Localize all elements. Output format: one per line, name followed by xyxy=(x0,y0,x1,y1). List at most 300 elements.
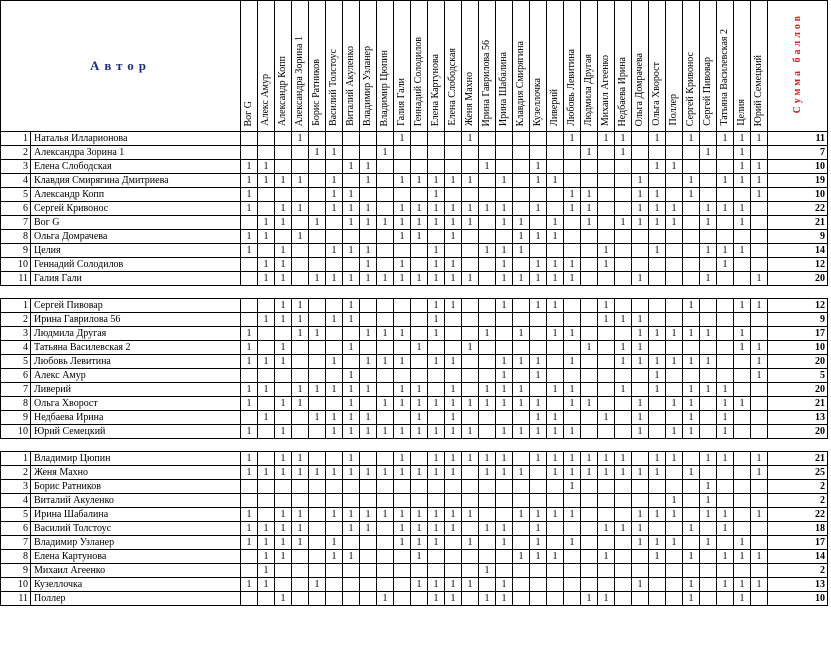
score-cell xyxy=(479,272,496,286)
score-cell xyxy=(241,494,258,508)
column-header xyxy=(632,1,649,132)
score-cell xyxy=(275,230,292,244)
score-cell xyxy=(292,578,309,592)
score-cell xyxy=(360,480,377,494)
score-cell xyxy=(411,299,428,313)
row-sum: 20 xyxy=(768,383,828,397)
score-cell: 1 xyxy=(428,272,445,286)
score-cell xyxy=(700,466,717,480)
table-row xyxy=(1,480,828,494)
score-cell xyxy=(479,578,496,592)
row-number: 3 xyxy=(1,327,31,341)
score-cell xyxy=(292,160,309,174)
score-cell xyxy=(258,341,275,355)
score-cell xyxy=(258,299,275,313)
header-row xyxy=(1,1,828,132)
score-cell xyxy=(598,216,615,230)
row-number: 1 xyxy=(1,299,31,313)
score-cell xyxy=(496,132,513,146)
column-header xyxy=(598,1,615,132)
score-cell xyxy=(598,578,615,592)
score-cell: 1 xyxy=(683,132,700,146)
score-cell xyxy=(598,230,615,244)
score-cell: 1 xyxy=(343,425,360,439)
score-cell xyxy=(615,369,632,383)
table-row xyxy=(1,494,828,508)
score-cell: 1 xyxy=(309,216,326,230)
author-name: Людмила Другая xyxy=(31,327,241,341)
score-cell xyxy=(734,230,751,244)
score-cell: 1 xyxy=(683,522,700,536)
score-cell xyxy=(360,397,377,411)
score-cell xyxy=(343,230,360,244)
score-cell xyxy=(326,564,343,578)
score-cell: 1 xyxy=(394,452,411,466)
row-sum: 25 xyxy=(768,466,828,480)
score-cell: 1 xyxy=(360,522,377,536)
score-cell xyxy=(700,132,717,146)
score-cell xyxy=(462,244,479,258)
score-cell: 1 xyxy=(530,230,547,244)
score-cell: 1 xyxy=(615,355,632,369)
author-name: Ирина Шабалина xyxy=(31,508,241,522)
score-cell xyxy=(632,369,649,383)
score-cell: 1 xyxy=(428,202,445,216)
score-cell xyxy=(360,452,377,466)
score-cell xyxy=(479,313,496,327)
score-cell: 1 xyxy=(326,383,343,397)
score-cell xyxy=(343,132,360,146)
row-number: 7 xyxy=(1,536,31,550)
column-header xyxy=(309,1,326,132)
score-cell xyxy=(462,466,479,480)
score-cell: 1 xyxy=(292,522,309,536)
row-number: 8 xyxy=(1,550,31,564)
score-cell xyxy=(479,550,496,564)
score-cell: 1 xyxy=(428,522,445,536)
score-cell: 1 xyxy=(445,466,462,480)
score-cell xyxy=(530,146,547,160)
author-name: Сергей Кривонос xyxy=(31,202,241,216)
score-cell: 1 xyxy=(547,258,564,272)
score-cell xyxy=(564,230,581,244)
score-cell: 1 xyxy=(496,452,513,466)
column-header xyxy=(275,1,292,132)
column-header xyxy=(445,1,462,132)
score-cell: 1 xyxy=(275,522,292,536)
score-cell xyxy=(598,146,615,160)
row-sum: 22 xyxy=(768,202,828,216)
score-cell: 1 xyxy=(445,397,462,411)
row-number: 10 xyxy=(1,578,31,592)
score-cell xyxy=(394,160,411,174)
score-cell xyxy=(581,244,598,258)
score-cell xyxy=(717,160,734,174)
score-cell: 1 xyxy=(683,578,700,592)
column-header-label: Целия xyxy=(736,99,747,126)
score-cell xyxy=(309,202,326,216)
score-cell: 1 xyxy=(428,313,445,327)
column-header xyxy=(411,1,428,132)
score-cell xyxy=(530,327,547,341)
score-cell: 1 xyxy=(377,146,394,160)
author-name: Недбаева Ирина xyxy=(31,411,241,425)
column-header-label: Клавдия Смирягина xyxy=(515,40,526,126)
row-number: 2 xyxy=(1,466,31,480)
score-cell xyxy=(360,369,377,383)
score-cell: 1 xyxy=(241,202,258,216)
score-cell xyxy=(275,480,292,494)
score-cell: 1 xyxy=(241,327,258,341)
score-cell: 1 xyxy=(683,550,700,564)
score-cell: 1 xyxy=(343,341,360,355)
score-cell xyxy=(666,230,683,244)
score-cell: 1 xyxy=(683,327,700,341)
score-cell: 1 xyxy=(530,202,547,216)
score-cell: 1 xyxy=(734,132,751,146)
score-cell xyxy=(360,592,377,606)
score-cell: 1 xyxy=(717,258,734,272)
score-cell: 1 xyxy=(258,216,275,230)
score-cell: 1 xyxy=(258,522,275,536)
score-cell xyxy=(275,132,292,146)
score-cell xyxy=(496,230,513,244)
score-cell xyxy=(581,258,598,272)
score-cell: 1 xyxy=(275,536,292,550)
score-cell xyxy=(751,146,768,160)
score-cell xyxy=(717,536,734,550)
score-cell: 1 xyxy=(241,522,258,536)
score-cell xyxy=(360,578,377,592)
score-cell xyxy=(479,411,496,425)
score-cell xyxy=(632,494,649,508)
score-cell: 1 xyxy=(513,327,530,341)
score-cell xyxy=(700,258,717,272)
score-cell xyxy=(360,146,377,160)
score-cell: 1 xyxy=(530,258,547,272)
score-cell xyxy=(360,188,377,202)
score-cell: 1 xyxy=(377,272,394,286)
score-cell xyxy=(241,480,258,494)
score-cell: 1 xyxy=(411,550,428,564)
score-cell xyxy=(275,369,292,383)
score-cell: 1 xyxy=(326,536,343,550)
score-cell: 1 xyxy=(479,383,496,397)
score-cell xyxy=(683,564,700,578)
score-cell xyxy=(479,299,496,313)
score-cell: 1 xyxy=(445,216,462,230)
score-cell xyxy=(683,494,700,508)
score-cell xyxy=(700,592,717,606)
score-cell: 1 xyxy=(649,369,666,383)
score-cell xyxy=(717,313,734,327)
score-cell: 1 xyxy=(683,425,700,439)
score-cell: 1 xyxy=(241,174,258,188)
score-cell xyxy=(530,216,547,230)
score-cell: 1 xyxy=(411,536,428,550)
score-cell xyxy=(615,258,632,272)
score-cell xyxy=(666,550,683,564)
score-cell xyxy=(292,244,309,258)
score-cell xyxy=(394,411,411,425)
score-cell xyxy=(377,411,394,425)
score-cell xyxy=(241,313,258,327)
score-cell: 1 xyxy=(717,174,734,188)
score-cell: 1 xyxy=(700,494,717,508)
score-cell xyxy=(700,188,717,202)
score-cell xyxy=(411,494,428,508)
score-cell xyxy=(309,132,326,146)
score-cell xyxy=(751,383,768,397)
score-cell: 1 xyxy=(428,174,445,188)
score-cell xyxy=(700,411,717,425)
score-cell xyxy=(683,202,700,216)
score-cell xyxy=(717,272,734,286)
score-cell xyxy=(632,564,649,578)
score-cell: 1 xyxy=(394,397,411,411)
score-cell: 1 xyxy=(598,411,615,425)
score-cell xyxy=(700,550,717,564)
score-cell: 1 xyxy=(547,272,564,286)
row-number: 6 xyxy=(1,522,31,536)
row-number: 4 xyxy=(1,174,31,188)
score-cell xyxy=(581,508,598,522)
score-cell xyxy=(496,494,513,508)
score-cell: 1 xyxy=(615,216,632,230)
score-cell xyxy=(258,202,275,216)
score-cell: 1 xyxy=(734,397,751,411)
score-cell xyxy=(598,160,615,174)
score-cell xyxy=(632,592,649,606)
score-cell: 1 xyxy=(275,452,292,466)
score-cell xyxy=(462,522,479,536)
score-cell xyxy=(377,202,394,216)
score-cell: 1 xyxy=(547,216,564,230)
score-cell: 1 xyxy=(411,578,428,592)
score-cell xyxy=(717,341,734,355)
score-cell: 1 xyxy=(292,174,309,188)
score-cell xyxy=(343,146,360,160)
score-cell xyxy=(241,411,258,425)
score-cell: 1 xyxy=(734,341,751,355)
score-cell: 1 xyxy=(547,550,564,564)
score-cell xyxy=(411,258,428,272)
score-cell xyxy=(428,132,445,146)
score-cell: 1 xyxy=(615,452,632,466)
score-cell: 1 xyxy=(428,327,445,341)
row-number: 3 xyxy=(1,160,31,174)
score-cell: 1 xyxy=(717,550,734,564)
score-cell xyxy=(411,327,428,341)
score-cell: 1 xyxy=(241,244,258,258)
score-cell xyxy=(377,522,394,536)
score-cell xyxy=(496,341,513,355)
score-cell: 1 xyxy=(462,425,479,439)
score-cell xyxy=(717,494,734,508)
score-cell: 1 xyxy=(445,299,462,313)
score-cell xyxy=(734,494,751,508)
score-cell xyxy=(598,174,615,188)
score-cell xyxy=(326,258,343,272)
score-cell: 1 xyxy=(258,174,275,188)
column-header-label: Людмила Другая xyxy=(583,53,594,126)
score-cell xyxy=(275,494,292,508)
score-cell: 1 xyxy=(241,341,258,355)
row-number: 1 xyxy=(1,452,31,466)
score-cell: 1 xyxy=(496,258,513,272)
score-cell xyxy=(513,202,530,216)
score-cell: 1 xyxy=(751,355,768,369)
score-cell: 1 xyxy=(734,578,751,592)
score-cell: 1 xyxy=(751,299,768,313)
author-name: Поллер xyxy=(31,592,241,606)
row-number: 9 xyxy=(1,411,31,425)
score-cell xyxy=(326,327,343,341)
score-cell xyxy=(666,313,683,327)
score-cell: 1 xyxy=(292,508,309,522)
score-cell: 1 xyxy=(326,355,343,369)
score-cell xyxy=(394,564,411,578)
score-cell: 1 xyxy=(649,508,666,522)
score-cell: 1 xyxy=(309,578,326,592)
score-cell: 1 xyxy=(564,466,581,480)
score-cell: 1 xyxy=(666,327,683,341)
score-cell: 1 xyxy=(734,244,751,258)
score-cell xyxy=(666,383,683,397)
score-cell xyxy=(666,174,683,188)
score-cell xyxy=(632,230,649,244)
score-cell: 1 xyxy=(258,313,275,327)
score-cell xyxy=(751,244,768,258)
score-cell xyxy=(445,188,462,202)
score-cell: 1 xyxy=(751,341,768,355)
score-cell xyxy=(751,202,768,216)
column-header xyxy=(547,1,564,132)
table-row xyxy=(1,397,828,411)
score-cell xyxy=(326,494,343,508)
score-cell xyxy=(751,230,768,244)
score-cell: 1 xyxy=(241,508,258,522)
score-cell xyxy=(377,578,394,592)
score-cell xyxy=(649,146,666,160)
score-cell xyxy=(326,299,343,313)
table-row xyxy=(1,244,828,258)
score-cell: 1 xyxy=(496,299,513,313)
score-cell xyxy=(700,230,717,244)
score-cell xyxy=(547,522,564,536)
score-cell xyxy=(598,508,615,522)
score-cell: 1 xyxy=(700,327,717,341)
score-cell xyxy=(666,244,683,258)
score-cell xyxy=(581,230,598,244)
score-cell: 1 xyxy=(394,536,411,550)
score-cell xyxy=(751,411,768,425)
score-cell xyxy=(598,536,615,550)
score-cell xyxy=(275,578,292,592)
score-cell xyxy=(326,230,343,244)
score-cell: 1 xyxy=(326,174,343,188)
score-cell xyxy=(734,355,751,369)
score-cell: 1 xyxy=(530,452,547,466)
score-cell: 1 xyxy=(683,355,700,369)
row-sum: 22 xyxy=(768,508,828,522)
score-cell xyxy=(547,564,564,578)
score-cell xyxy=(258,132,275,146)
row-sum: 10 xyxy=(768,160,828,174)
score-cell xyxy=(360,564,377,578)
score-cell xyxy=(360,230,377,244)
score-cell: 1 xyxy=(496,244,513,258)
score-cell xyxy=(377,369,394,383)
score-cell xyxy=(326,522,343,536)
score-cell: 1 xyxy=(564,508,581,522)
score-cell: 1 xyxy=(343,160,360,174)
score-cell xyxy=(292,592,309,606)
score-cell xyxy=(717,327,734,341)
score-cell xyxy=(700,160,717,174)
row-number: 9 xyxy=(1,564,31,578)
score-cell xyxy=(411,188,428,202)
gap-cell xyxy=(1,439,828,452)
score-cell: 1 xyxy=(530,425,547,439)
score-cell xyxy=(615,564,632,578)
column-header-label: Вог G xyxy=(243,100,254,126)
score-cell xyxy=(411,132,428,146)
score-cell: 1 xyxy=(666,536,683,550)
score-cell xyxy=(462,188,479,202)
score-cell xyxy=(615,425,632,439)
score-cell xyxy=(513,452,530,466)
sum-header-label: Сумма баллов xyxy=(792,13,803,114)
score-cell: 1 xyxy=(496,383,513,397)
score-cell xyxy=(445,341,462,355)
score-cell xyxy=(717,188,734,202)
score-cell: 1 xyxy=(615,383,632,397)
score-cell xyxy=(394,369,411,383)
score-cell: 1 xyxy=(275,550,292,564)
score-cell: 1 xyxy=(411,522,428,536)
score-cell xyxy=(377,313,394,327)
score-cell xyxy=(360,536,377,550)
score-cell: 1 xyxy=(615,313,632,327)
score-cell: 1 xyxy=(326,466,343,480)
score-cell: 1 xyxy=(360,508,377,522)
score-cell xyxy=(377,564,394,578)
score-cell xyxy=(360,341,377,355)
score-cell: 1 xyxy=(394,522,411,536)
table-row xyxy=(1,160,828,174)
table-row xyxy=(1,578,828,592)
score-cell: 1 xyxy=(309,466,326,480)
score-cell: 1 xyxy=(377,508,394,522)
score-cell: 1 xyxy=(496,202,513,216)
column-header xyxy=(360,1,377,132)
row-number: 5 xyxy=(1,355,31,369)
score-cell xyxy=(445,132,462,146)
score-cell xyxy=(751,258,768,272)
score-cell: 1 xyxy=(530,550,547,564)
score-cell: 1 xyxy=(394,327,411,341)
score-cell xyxy=(496,480,513,494)
score-cell: 1 xyxy=(751,550,768,564)
score-cell: 1 xyxy=(394,132,411,146)
column-header-label: Ольга Домрачева xyxy=(634,52,645,126)
score-cell xyxy=(428,230,445,244)
score-cell xyxy=(309,536,326,550)
row-sum: 20 xyxy=(768,355,828,369)
score-cell: 1 xyxy=(292,313,309,327)
score-cell xyxy=(513,522,530,536)
